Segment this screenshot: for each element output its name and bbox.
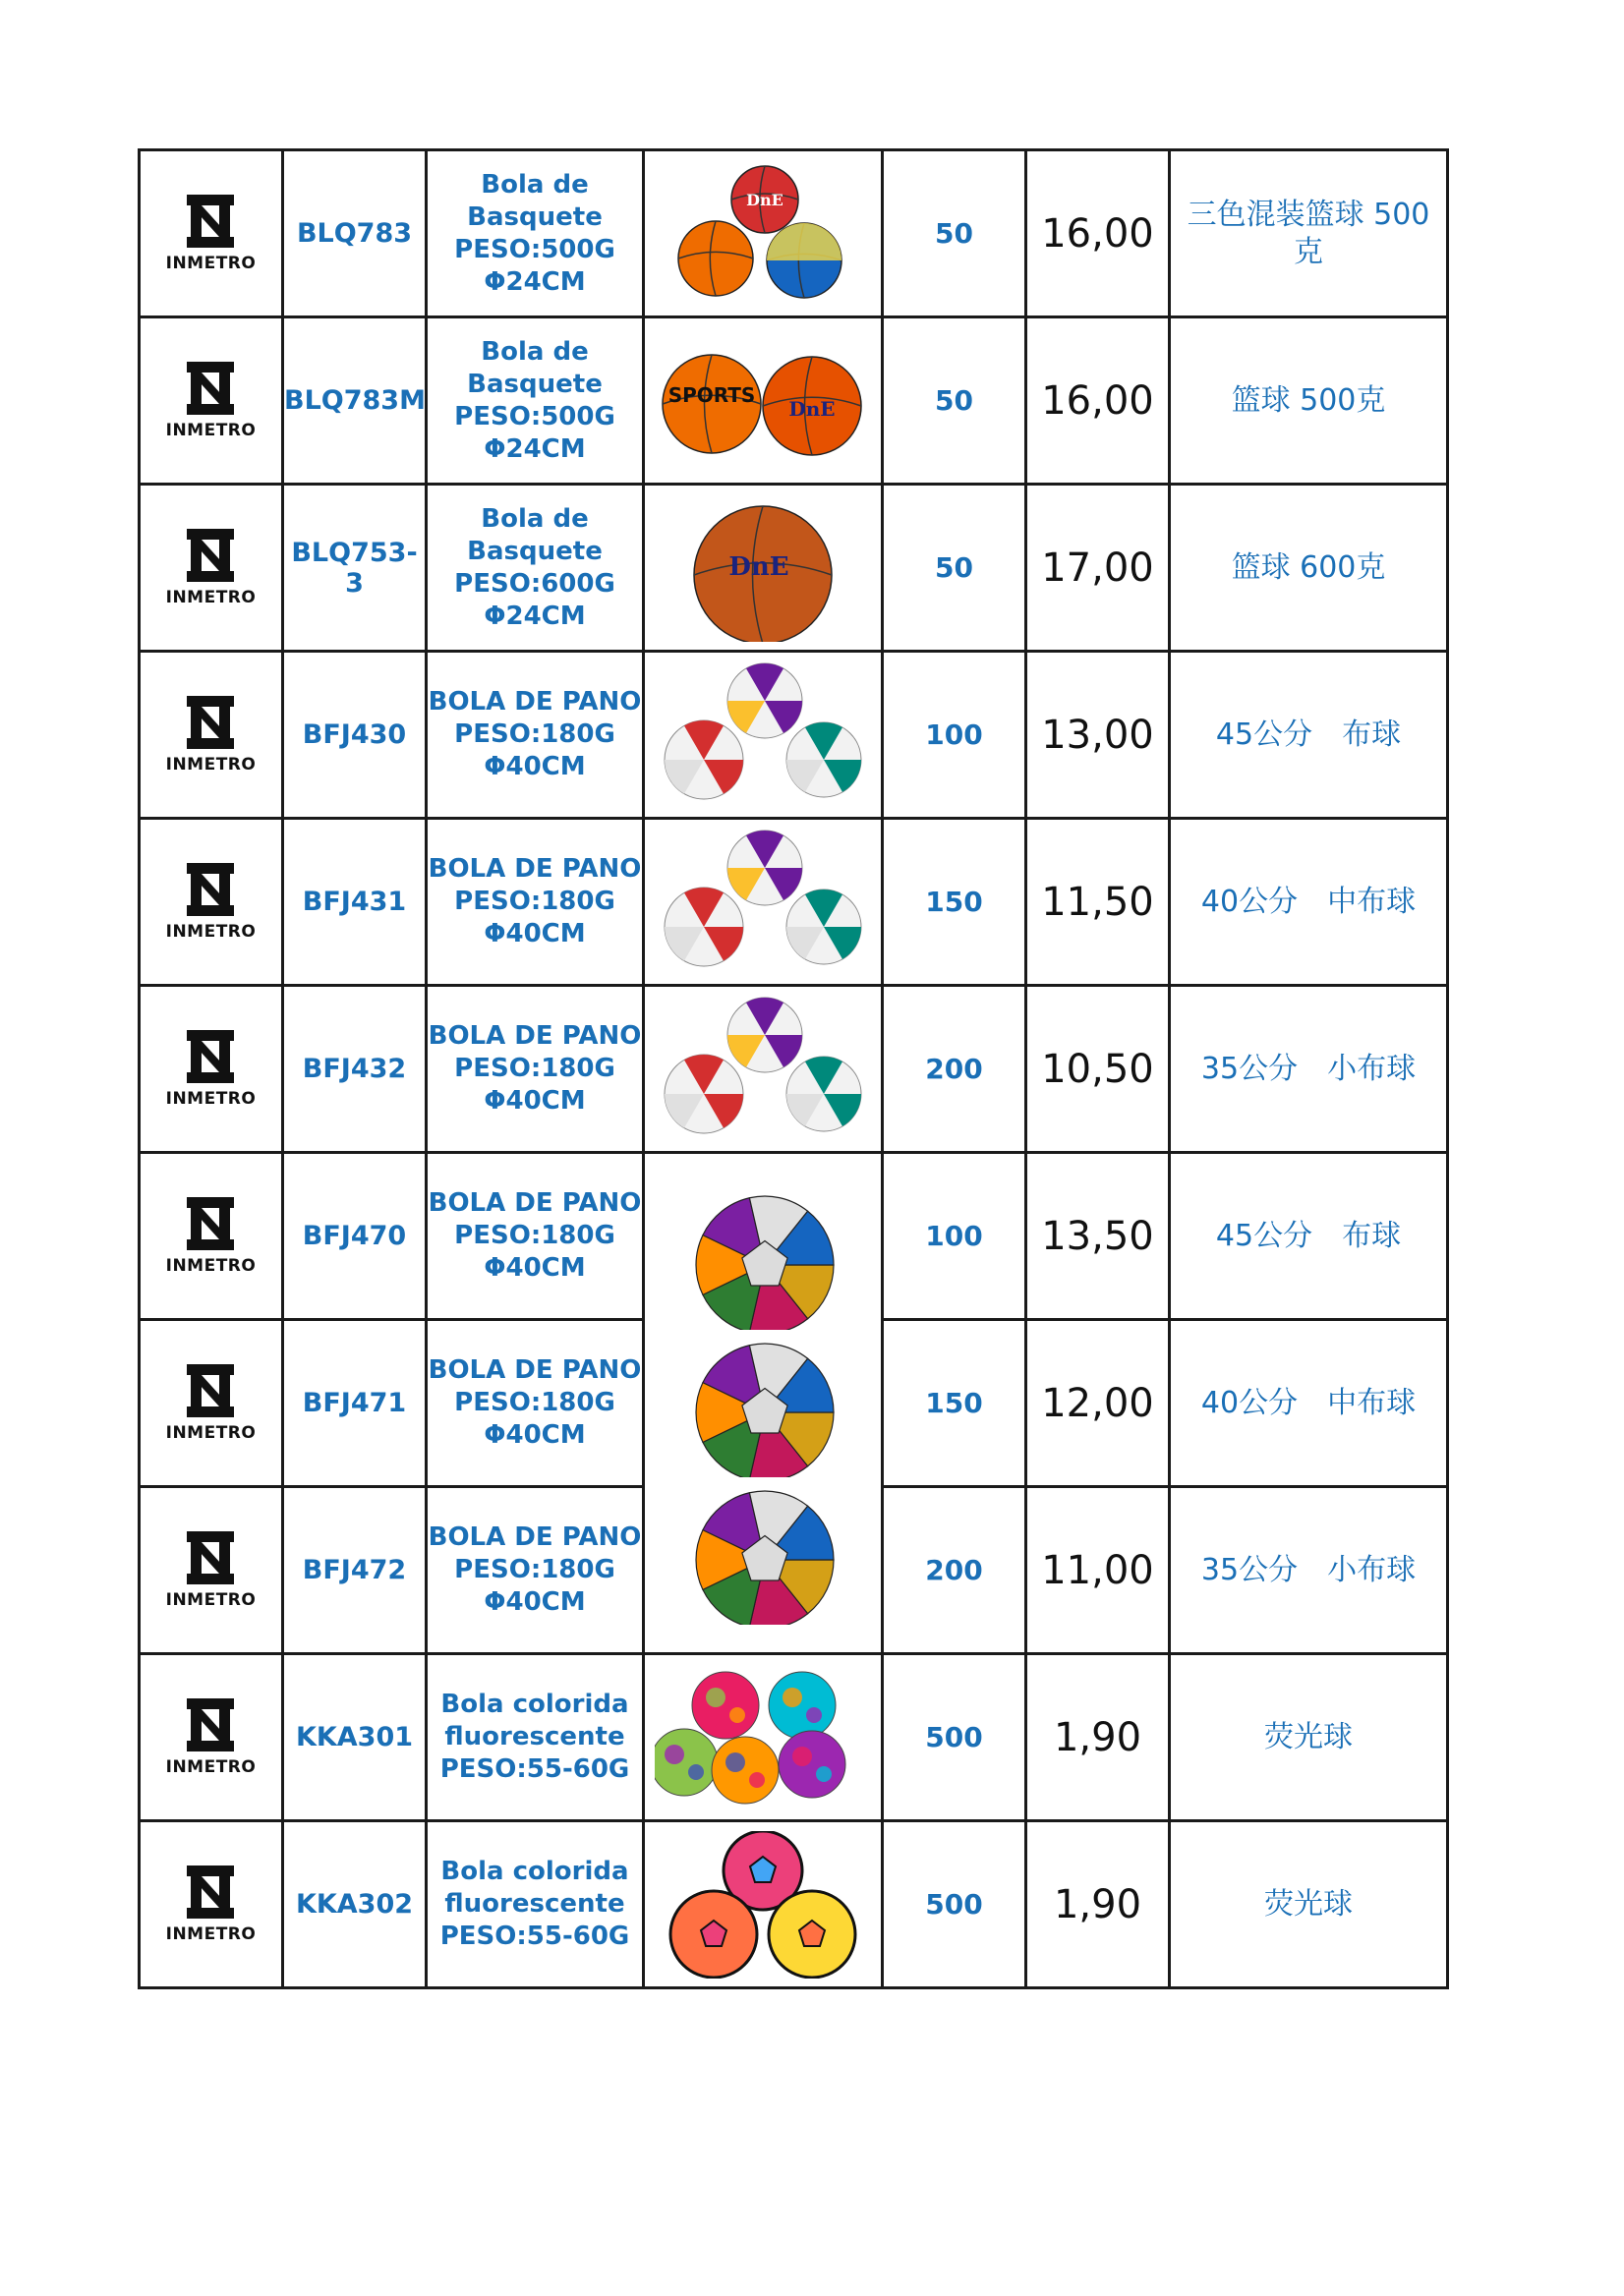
chinese-description: 三色混装篮球 500克 xyxy=(1170,150,1448,317)
description-line: PESO:180G xyxy=(454,719,615,749)
product-image-cell xyxy=(644,652,883,819)
price: 13,00 xyxy=(1026,652,1170,819)
product-description xyxy=(427,1821,644,1988)
letter-balls-icon xyxy=(645,1831,881,1979)
description-line: Φ40CM xyxy=(484,1587,586,1617)
inmetro-logo xyxy=(166,529,257,607)
chinese-description: 篮球 500克 xyxy=(1170,317,1448,485)
price: 12,00 xyxy=(1026,1320,1170,1487)
product-description xyxy=(427,1153,644,1320)
table-row xyxy=(140,819,1448,986)
table-row xyxy=(140,652,1448,819)
inmetro-logo xyxy=(166,1364,257,1443)
logo-label: INMETRO xyxy=(165,1088,257,1109)
description-line: fluorescente xyxy=(444,1889,625,1919)
product-description xyxy=(427,819,644,986)
fluorescent-balls-icon xyxy=(645,1664,881,1811)
inmetro-logo xyxy=(166,1030,257,1109)
quantity: 50 xyxy=(883,150,1026,317)
description-line: BOLA DE PANO xyxy=(428,1355,642,1385)
description-line: Basquete xyxy=(467,536,603,566)
price: 16,00 xyxy=(1026,150,1170,317)
table-row xyxy=(140,1654,1448,1821)
description-line: PESO:180G xyxy=(454,1555,615,1584)
chinese-description: 篮球 600克 xyxy=(1170,485,1448,652)
svg-text:DnE: DnE xyxy=(788,396,836,421)
cert-cell xyxy=(140,1320,283,1487)
chinese-description: 35公分 小布球 xyxy=(1170,986,1448,1153)
description-line: PESO:180G xyxy=(454,1221,615,1250)
logo-label: INMETRO xyxy=(165,1923,257,1944)
description-line: fluorescente xyxy=(444,1722,625,1751)
product-table xyxy=(138,148,1449,1989)
description-line: Bola colorida xyxy=(440,1690,629,1719)
quantity: 50 xyxy=(883,317,1026,485)
product-code: KKA302 xyxy=(283,1821,427,1988)
basketball-single-icon xyxy=(645,494,881,642)
description-line: Bola colorida xyxy=(440,1857,629,1886)
description-line: PESO:55-60G xyxy=(439,1754,630,1784)
price: 1,90 xyxy=(1026,1654,1170,1821)
logo-label: INMETRO xyxy=(165,1422,257,1443)
price: 10,50 xyxy=(1026,986,1170,1153)
description-line: PESO:500G xyxy=(454,401,615,431)
description-line: PESO:55-60G xyxy=(439,1922,630,1951)
basketball-pair-icon xyxy=(645,327,881,475)
description-line: PESO:180G xyxy=(454,887,615,916)
logo-label: INMETRO xyxy=(165,1756,257,1777)
description-line: BOLA DE PANO xyxy=(428,1522,642,1552)
cert-cell xyxy=(140,1487,283,1654)
description-line: Φ40CM xyxy=(484,1253,586,1283)
description-line: PESO:600G xyxy=(454,568,615,599)
product-image-cell xyxy=(644,986,883,1153)
product-description xyxy=(427,1320,644,1487)
price: 11,00 xyxy=(1026,1487,1170,1654)
cloth-ball-trio-icon xyxy=(645,661,881,809)
description-line: Basquete xyxy=(467,369,603,399)
description-line: Φ24CM xyxy=(484,433,586,464)
cert-cell xyxy=(140,1821,283,1988)
description-line: PESO:500G xyxy=(454,234,615,264)
product-description xyxy=(427,1654,644,1821)
description-line: Φ24CM xyxy=(484,266,586,297)
description-line: BOLA DE PANO xyxy=(428,854,642,884)
description-line: Basquete xyxy=(467,201,603,232)
logo-label: INMETRO xyxy=(165,921,257,942)
product-code: BFJ431 xyxy=(283,819,427,986)
inmetro-logo xyxy=(166,1866,257,1944)
logo-label: INMETRO xyxy=(165,253,257,273)
product-image-cell xyxy=(644,485,883,652)
product-image-cell xyxy=(644,150,883,317)
product-description xyxy=(427,485,644,652)
table-row xyxy=(140,1821,1448,1988)
chinese-description: 40公分 中布球 xyxy=(1170,819,1448,986)
product-description xyxy=(427,150,644,317)
inmetro-logo xyxy=(166,1531,257,1610)
table-row xyxy=(140,485,1448,652)
chinese-description: 荧光球 xyxy=(1170,1821,1448,1988)
inmetro-logo xyxy=(166,863,257,942)
quantity: 200 xyxy=(883,1487,1026,1654)
product-image-cell xyxy=(644,1821,883,1988)
price: 11,50 xyxy=(1026,819,1170,986)
product-table-body xyxy=(140,150,1448,1988)
product-code: BFJ430 xyxy=(283,652,427,819)
inmetro-logo xyxy=(166,362,257,440)
inmetro-logo xyxy=(166,1197,257,1276)
product-image-cell xyxy=(644,317,883,485)
cert-cell xyxy=(140,986,283,1153)
description-line: Φ40CM xyxy=(484,1086,586,1116)
cert-cell xyxy=(140,652,283,819)
inmetro-logo xyxy=(166,1698,257,1777)
product-image-cell xyxy=(644,1654,883,1821)
logo-label: INMETRO xyxy=(165,420,257,440)
price: 1,90 xyxy=(1026,1821,1170,1988)
quantity: 150 xyxy=(883,1320,1026,1487)
description-line: BOLA DE PANO xyxy=(428,687,642,717)
logo-label: INMETRO xyxy=(165,1589,257,1610)
product-description xyxy=(427,986,644,1153)
description-line: Bola de xyxy=(481,336,589,367)
svg-text:DnE: DnE xyxy=(728,551,789,582)
cert-cell xyxy=(140,1153,283,1320)
basketball-trio-icon xyxy=(645,160,881,308)
cloth-ball-trio-icon xyxy=(645,996,881,1143)
product-image-cell xyxy=(644,819,883,986)
product-code: BLQ783M xyxy=(283,317,427,485)
description-line: BOLA DE PANO xyxy=(428,1021,642,1051)
table-row xyxy=(140,150,1448,317)
description-line: PESO:180G xyxy=(454,1388,615,1417)
metallic-soccer-ball-icon xyxy=(645,1330,881,1477)
product-code: KKA301 xyxy=(283,1654,427,1821)
inmetro-logo xyxy=(166,696,257,775)
price: 16,00 xyxy=(1026,317,1170,485)
description-line: Φ40CM xyxy=(484,1420,586,1450)
price: 17,00 xyxy=(1026,485,1170,652)
description-line: Φ40CM xyxy=(484,919,586,948)
description-line: Φ24CM xyxy=(484,601,586,631)
product-description xyxy=(427,1487,644,1654)
product-code: BFJ432 xyxy=(283,986,427,1153)
quantity: 50 xyxy=(883,485,1026,652)
chinese-description: 荧光球 xyxy=(1170,1654,1448,1821)
description-line: Bola de xyxy=(481,503,589,534)
description-line: PESO:180G xyxy=(454,1054,615,1083)
table-row xyxy=(140,317,1448,485)
description-line: Φ40CM xyxy=(484,752,586,781)
chinese-description: 40公分 中布球 xyxy=(1170,1320,1448,1487)
description-line: Bola de xyxy=(481,169,589,200)
product-image-cell xyxy=(644,1153,883,1654)
product-description xyxy=(427,317,644,485)
quantity: 150 xyxy=(883,819,1026,986)
logo-label: INMETRO xyxy=(165,1255,257,1276)
cert-cell xyxy=(140,819,283,986)
cloth-ball-trio-icon xyxy=(645,829,881,976)
product-code: BFJ470 xyxy=(283,1153,427,1320)
product-code: BLQ783 xyxy=(283,150,427,317)
logo-label: INMETRO xyxy=(165,587,257,607)
quantity: 100 xyxy=(883,652,1026,819)
svg-text:SPORTS: SPORTS xyxy=(667,382,756,407)
quantity: 200 xyxy=(883,986,1026,1153)
logo-label: INMETRO xyxy=(165,754,257,775)
product-code: BFJ472 xyxy=(283,1487,427,1654)
description-line: BOLA DE PANO xyxy=(428,1188,642,1218)
svg-text:DnE: DnE xyxy=(746,190,783,209)
chinese-description: 35公分 小布球 xyxy=(1170,1487,1448,1654)
cert-cell xyxy=(140,485,283,652)
table-row xyxy=(140,986,1448,1153)
product-code: BLQ753-3 xyxy=(283,485,427,652)
chinese-description: 45公分 布球 xyxy=(1170,652,1448,819)
product-description xyxy=(427,652,644,819)
metallic-soccer-ball-icon xyxy=(645,1477,881,1625)
table-row xyxy=(140,1153,1448,1320)
quantity: 100 xyxy=(883,1153,1026,1320)
quantity: 500 xyxy=(883,1654,1026,1821)
price: 13,50 xyxy=(1026,1153,1170,1320)
product-code: BFJ471 xyxy=(283,1320,427,1487)
cert-cell xyxy=(140,1654,283,1821)
quantity: 500 xyxy=(883,1821,1026,1988)
cert-cell xyxy=(140,317,283,485)
metallic-soccer-ball-icon xyxy=(645,1182,881,1330)
cert-cell xyxy=(140,150,283,317)
chinese-description: 45公分 布球 xyxy=(1170,1153,1448,1320)
inmetro-logo xyxy=(166,195,257,273)
